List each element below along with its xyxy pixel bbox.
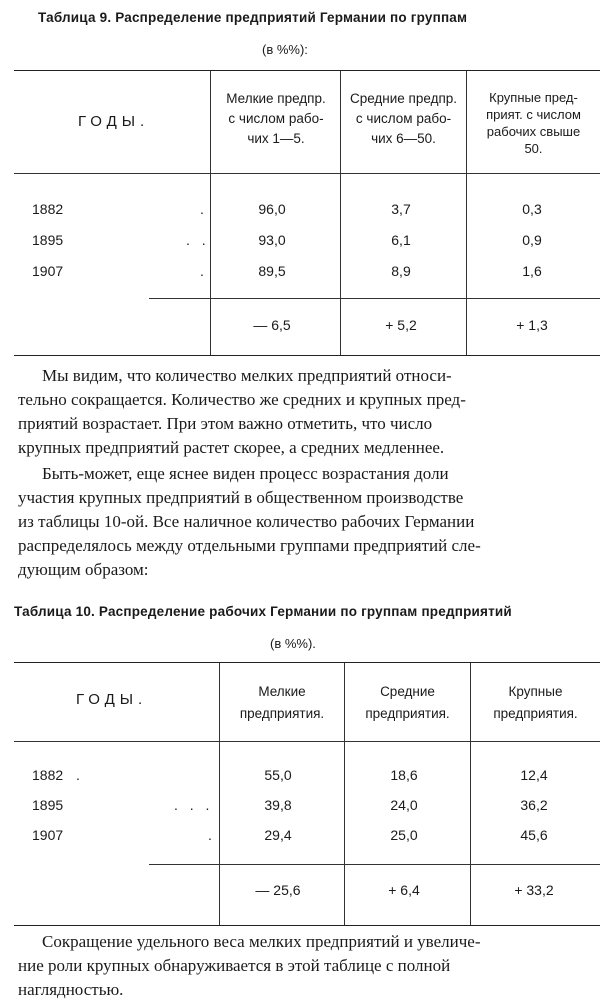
table10-row3-c3: 45,6 (520, 827, 548, 843)
table10-caption: Таблица 10. Распределение рабочих Германии по группам предприятий (14, 604, 512, 619)
table10-row2-c3: 36,2 (520, 797, 548, 813)
paragraph-1-line: крупных предприятий растет скорее, а средних медленнее. (18, 438, 445, 457)
paragraph-2-line: из таблицы 10-ой. Все наличное количество рабочих Германии (18, 512, 475, 531)
table10-total-c2: + 6,4 (388, 882, 420, 898)
table10-row1-dots: . (76, 767, 84, 783)
table10-col1-header: Мелкие предприятия. (239, 684, 325, 721)
table9-caption: Таблица 9. Распределение предприятий Германии по группам (38, 10, 468, 25)
table9-row3-year: 1907 (32, 263, 64, 279)
paragraph-1-line: приятий возрастает. При этом важно отметить, что число (18, 414, 433, 433)
table9-row2-c1: 93,0 (258, 232, 286, 248)
table9-col3-header: Крупные пред- прият. с числом рабочих свыше 50. (486, 90, 581, 156)
table9-col2-header: Средние предпр. с числом рабо- чих 6—50. (349, 91, 458, 146)
table9-row1-c3: 0,3 (522, 201, 542, 217)
table10-years-header: ГОДЫ. (76, 691, 148, 708)
table9-col-divider-1 (210, 71, 211, 355)
paragraph-2-line: Быть-может, еще яснее виден процесс возрастания доли (42, 464, 449, 483)
paragraph-2-line: распределялось между отдельными группами предприятий сле- (18, 536, 481, 555)
table10-units: (в %%). (270, 636, 316, 651)
table9-total-c1: — 6,5 (253, 317, 291, 333)
table10-col3-header: Крупные предприятия. (493, 684, 578, 721)
table10-row1-year: 1882 (32, 767, 64, 783)
table9-total-c2: + 5,2 (385, 317, 417, 333)
table9-row3-c3: 1,6 (522, 263, 542, 279)
table10-row3-c1: 29,4 (264, 827, 292, 843)
table9 (14, 70, 600, 356)
table9-header-divider (14, 173, 600, 174)
table9-row1-dots: . (200, 201, 208, 217)
table9-row2-dots: . . (186, 232, 210, 248)
table10 (14, 662, 600, 926)
table9-row1-year: 1882 (32, 201, 64, 217)
paragraph-2-line: дующим образом: (18, 560, 149, 579)
table10-header-divider (14, 741, 600, 742)
table9-row3-c1: 89,5 (258, 263, 286, 279)
table10-row2-dots: . . . (174, 797, 214, 813)
table10-col2-header: Средние предприятия. (365, 684, 450, 721)
table9-row2-year: 1895 (32, 232, 64, 248)
table10-row1-c2: 18,6 (390, 767, 418, 783)
table10-row2-c2: 24,0 (390, 797, 418, 813)
paragraph-1-line: Мы видим, что количество мелких предприятий относи- (42, 366, 452, 385)
paragraph-2-line: участия крупных предприятий в общественном производстве (18, 488, 464, 507)
table10-total-divider (149, 864, 600, 865)
table10-total-c1: — 25,6 (255, 882, 301, 898)
table10-row2-year: 1895 (32, 797, 64, 813)
table9-row2-c2: 6,1 (391, 232, 411, 248)
table10-row1-c1: 55,0 (264, 767, 292, 783)
table9-units: (в %%): (262, 42, 308, 57)
paragraph-2 (18, 462, 597, 582)
paragraph-3 (18, 930, 597, 1002)
table10-row2-c1: 39,8 (264, 797, 292, 813)
paragraph-3-line: ние роли крупных обнаруживается в этой таблице с полной (18, 956, 451, 975)
table9-row2-c3: 0,9 (522, 232, 542, 248)
table10-total-c3: + 33,2 (514, 882, 554, 898)
table9-row1-c1: 96,0 (258, 201, 286, 217)
table10-row3-year: 1907 (32, 827, 64, 843)
paragraph-1-line: тельно сокращается. Количество же средних и крупных пред- (18, 390, 466, 409)
table9-years-header: ГОДЫ. (78, 113, 150, 130)
paragraph-3-line: наглядностью. (18, 980, 124, 999)
table9-total-divider (149, 298, 600, 299)
table9-total-c3: + 1,3 (516, 317, 548, 333)
table9-col1-header: Мелкие предпр. с числом рабо- чих 1—5. (226, 91, 326, 146)
table10-row3-c2: 25,0 (390, 827, 418, 843)
table10-row3-dots: . (208, 827, 216, 843)
table9-row3-c2: 8,9 (391, 263, 411, 279)
table9-row1-c2: 3,7 (391, 201, 411, 217)
paragraph-1 (18, 364, 597, 460)
table10-row1-c3: 12,4 (520, 767, 548, 783)
paragraph-3-line: Сокращение удельного веса мелких предприятий и увеличе- (42, 932, 481, 951)
table9-row3-dots: . (200, 263, 208, 279)
